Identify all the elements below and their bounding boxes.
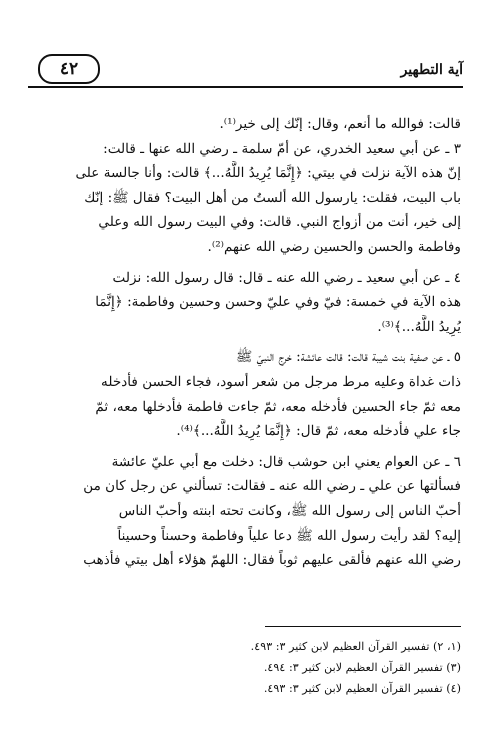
body-line: باب البيت، فقلت: يارسول الله ألستُ من أهل البيت؟ فقال ﷺ: إنّك [84,189,461,206]
body-line: يُرِيدُ اللَّهُ...﴾⁽³⁾. [377,318,461,335]
body-line: إلى خير، أنت من أزواج النبي. قالت: وفي البيت رسول الله وعلي [98,214,461,231]
footnotes [31,626,461,699]
body-line: إليه؟ لقد رأيت رسول الله ﷺ دعا علياً وفاطمة وحسناً وحسيناً [117,527,461,544]
body-line: ٥ ـ عن صفية بنت شيبة قالت: قالت عائشة: خرج النبيّ ﷺ [235,349,461,366]
footnote: (٤) تفسير القرآن العظيم لابن كثير ٣: ٤٩٣. [263,682,461,695]
body-line: معه ثمّ جاء الحسين فأدخله معه، ثمّ جاءت فاطمة فأدخلها معه، ثمّ [95,398,461,415]
body-line: ٤ ـ عن أبي سعيد ـ رضي الله عنه ـ قال: قال رسول الله: نزلت [112,269,461,286]
page-number: ٤٢ [38,54,100,84]
body-line: جاء علي فأدخله معه، ثمّ قال: ﴿إِنَّمَا يُرِيدُ اللَّهُ...﴾⁽⁴⁾. [176,423,461,440]
body-line: هذه الآية في خمسة: فيّ وفي عليّ وحسن وحسين وفاطمة: ﴿إِنَّمَا [95,294,461,311]
footnote-rule [265,626,461,627]
body-line: رضي الله عنهم فألقى عليهم ثوباً فقال: اللهمّ هؤلاء أهل بيتي فأذهب [83,552,461,569]
body-line: ذات غداة وعليه مرط مرجل من شعر أسود، فجاء الحسن فأدخله [101,373,461,390]
body-line: قالت: فوالله ما أنعم، وقال: إنّك إلى خير⁽¹⁾. [219,116,461,132]
body-line: أحبّ الناس إلى رسول الله ﷺ، وكانت تحته ابنته وأحبّ الناس [118,502,461,519]
body-text [31,112,461,573]
footnote: (١، ٢) تفسير القرآن العظيم لابن كثير ٣: ٤٩٣. [250,640,461,653]
body-line: وفاطمة والحسن والحسين رضي الله عنهم⁽²⁾. [207,238,461,255]
footnote: (٣) تفسير القرآن العظيم لابن كثير ٣: ٤٩٤. [263,661,461,674]
body-line: إنّ هذه الآية نزلت في بيتي: ﴿إِنَّمَا يُرِيدُ اللَّهُ...﴾ قالت: وأنا جالسة على [75,165,461,182]
header-rule [28,86,463,88]
body-line: ٦ ـ عن العوام يعني ابن حوشب قال: دخلت مع أبي عليّ عائشة [111,453,461,470]
page-header [28,50,463,90]
running-title: آية التطهير [400,62,463,78]
body-line: ٣ ـ عن أبي سعيد الخدري، عن أمّ سلمة ـ رضي الله عنها ـ قالت: [103,140,461,157]
body-line: فسألتها عن علي ـ رضي الله عنه ـ فقالت: تسألني عن رجل كان من [83,478,461,495]
